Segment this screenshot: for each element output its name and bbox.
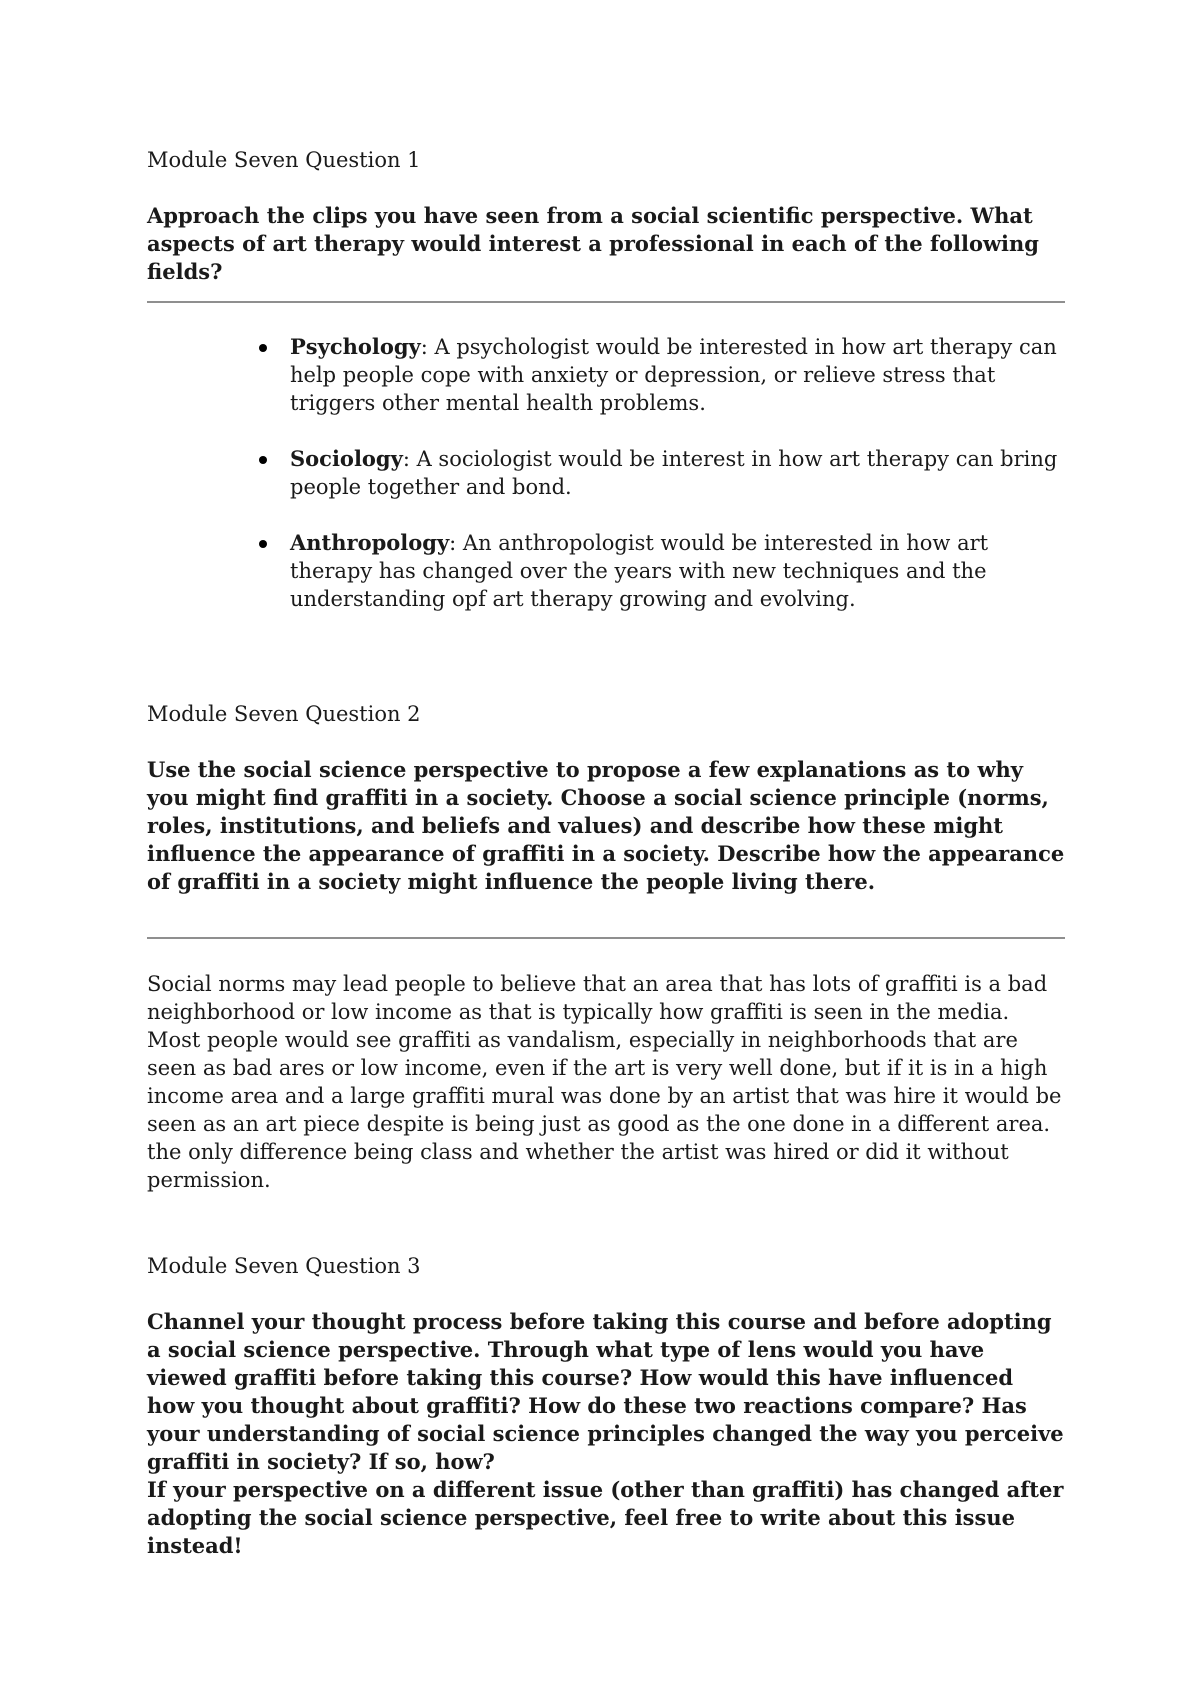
bullet-dot-icon <box>259 344 267 352</box>
list-item <box>147 529 1067 613</box>
list-item <box>147 445 1067 501</box>
bullet-text: : An anthropologist would be interested in how art therapy has changed over the years with new techniques and the understanding opf art therapy growing and evolving. <box>290 531 989 611</box>
bullet-text: : A psychologist would be interested in how art therapy can help people cope with anxiety or depression, or relieve stress that triggers other mental health problems. <box>290 335 1057 415</box>
q2-answer: Social norms may lead people to believe that an area that has lots of graffiti is a bad neighborhood or low income as that is typically how graffiti is seen in the media. Most people would see graffiti as vandalism, especially in neighborhoods that are seen as bad ares or low income, even if the art is very well done, but if it is in a high income area and a large graffiti mural was done by an artist that was hire it would be seen as an art piece despite is being just as good as the one done in a different area. the only difference being class and whether the artist was hired or did it without permission. <box>147 972 1062 1192</box>
q2-heading: Module Seven Question 2 <box>147 702 421 726</box>
q3-heading: Module Seven Question 3 <box>147 1254 421 1278</box>
q2-prompt: Use the social science perspective to propose a few explanations as to why you might find graffiti in a society. Choose a social science principle (norms, roles, institutions, and beliefs and values) and describe how these might influence the appearance of graffiti in a society. Describe how the appearance of graffiti in a society might influence the people living there. <box>147 757 1065 894</box>
q1-heading: Module Seven Question 1 <box>147 148 421 172</box>
bullet-dot-icon <box>259 456 267 464</box>
bullet-term: Anthropology <box>290 530 450 555</box>
q1-divider <box>147 301 1065 303</box>
bullet-term: Psychology <box>290 334 421 359</box>
bullet-text: : A sociologist would be interest in how art therapy can bring people together and bond. <box>290 447 1058 499</box>
list-item <box>147 333 1067 417</box>
q1-bullet-list <box>147 333 1067 641</box>
q3-prompt-extra: If your perspective on a different issue (other than graffiti) has changed after adopting the social science perspective, feel free to write about this issue instead! <box>147 1477 1064 1558</box>
q1-prompt: Approach the clips you have seen from a social scientific perspective. What aspects of art therapy would interest a professional in each of the following fields? <box>147 203 1039 284</box>
q3-prompt: Channel your thought process before taking this course and before adopting a social science perspective. Through what type of lens would you have viewed graffiti before taking this course? How would this have influenced how you thought about graffiti? How do these two reactions compare? Has your understanding of social science principles changed the way you perceive graffiti in society? If so, how? <box>147 1309 1064 1474</box>
bullet-dot-icon <box>259 540 267 548</box>
q2-divider <box>147 937 1065 939</box>
bullet-term: Sociology <box>290 446 403 471</box>
